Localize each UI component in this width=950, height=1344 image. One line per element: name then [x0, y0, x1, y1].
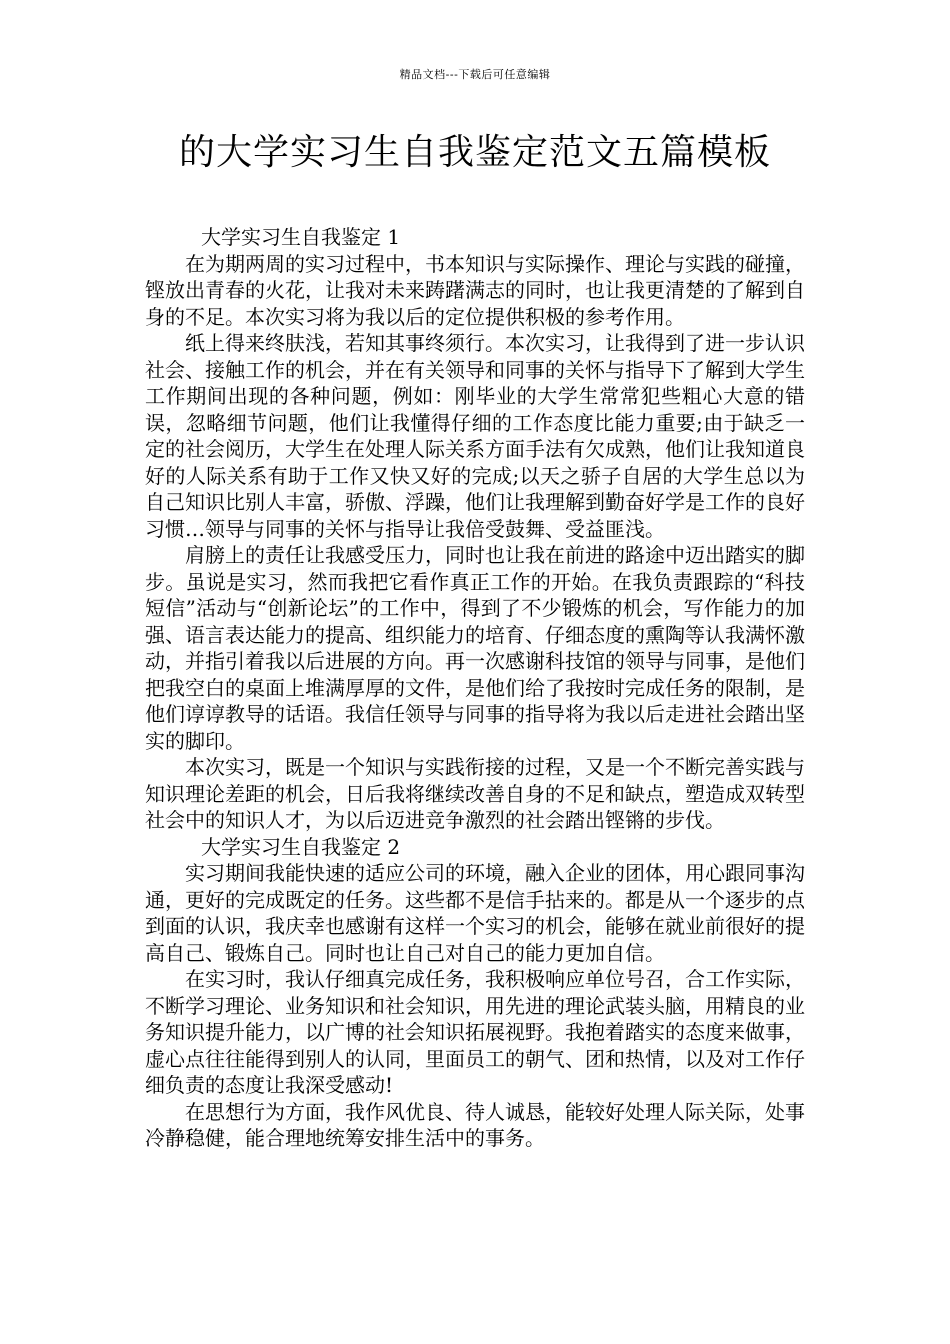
section-heading-1: 大学实习生自我鉴定 1 — [201, 225, 401, 249]
section-heading-2: 大学实习生自我鉴定 2 — [201, 834, 401, 859]
body-paragraph: 在思想行为方面，我作风优良、待人诚恳，能较好处理人际关际，处事冷静稳健，能合理地统筹安排生活中的事务。 — [145, 1099, 805, 1150]
body-paragraph: 实习期间我能快速的适应公司的环境，融入企业的团体，用心跟同事沟通，更好的完成既定的任务。这些都不是信手拈来的。都是从一个逐步的点到面的认识，我庆幸也感谢有这样一个实习的机会，能够在就业前很好的提高自己、锻炼自己。同时也让自己对自己的能力更加自信。 — [145, 861, 805, 965]
body-paragraph: 纸上得来终肤浅，若知其事终须行。本次实习，让我得到了进一步认识社会、接触工作的机会，并在有关领导和同事的关怀与指导下了解到大学生工作期间出现的各种问题，例如：刚毕业的大学生常常犯些粗心大意的错误，忽略细节问题，他们让我懂得仔细的工作态度比能力重要;由于缺乏一定的社会阅历，大学生在处理人际关系方面手法有欠成熟，他们让我知道良好的人际关系有助于工作又快又好的完成;以天之骄子自居的大学生总以为自己知识比别人丰富，骄傲、浮躁，他们让我理解到勤奋好学是工作的良好习惯…领导与同事的关怀与指导让我倍受鼓舞、受益匪浅。 — [145, 331, 805, 541]
body-paragraph: 本次实习，既是一个知识与实践衔接的过程，又是一个不断完善实践与知识理论差距的机会，日后我将继续改善自身的不足和缺点，塑造成双转型社会中的知识人才，为以后迈进竞争激烈的社会踏出铿锵的步伐。 — [145, 755, 805, 832]
page-header-note: 精品文档---下载后可任意编辑 — [399, 68, 551, 81]
document-body — [145, 224, 805, 1152]
body-paragraph: 在实习时，我认仔细真完成任务，我积极响应单位号召，合工作实际，不断学习理论、业务知识和社会知识，用先进的理论武装头脑，用精良的业务知识提升能力，以广博的社会知识拓展视野。我抱着踏实的态度来做事，虚心点往往能得到别人的认同，里面员工的朝气、团和热情，以及对工作仔细负责的态度让我深受感动! — [145, 967, 805, 1097]
body-paragraph: 肩膀上的责任让我感受压力，同时也让我在前进的路途中迈出踏实的脚步。虽说是实习，然而我把它看作真正工作的开始。在我负责跟踪的“科技短信”活动与“创新论坛”的工作中，得到了不少锻炼的机会，写作能力的加强、语言表达能力的提高、组织能力的培育、仔细态度的熏陶等认我满怀激动，并指引着我以后进展的方向。再一次感谢科技馆的领导与同事，是他们把我空白的桌面上堆满厚厚的文件，是他们给了我按时完成任务的限制，是他们谆谆教导的话语。我信任领导与同事的指导将为我以后走进社会踏出坚实的脚印。 — [145, 543, 805, 753]
body-paragraph: 在为期两周的实习过程中，书本知识与实际操作、理论与实践的碰撞，铿放出青春的火花，让我对未来踌躇满志的同时，也让我更清楚的了解到自身的不足。本次实习将为我以后的定位提供积极的参考作用。 — [145, 251, 805, 329]
document-title: 的大学实习生自我鉴定范文五篇模板 — [178, 132, 771, 173]
